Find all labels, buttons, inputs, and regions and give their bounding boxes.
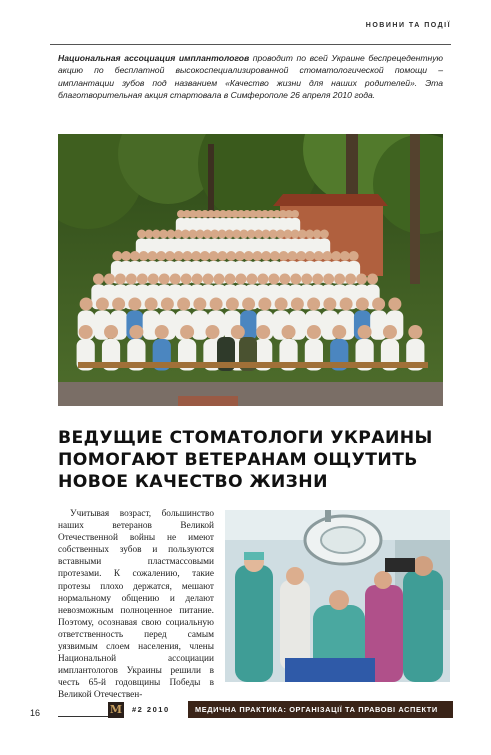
group-photo [58, 134, 443, 406]
group-photo-illustration [58, 134, 443, 406]
body-paragraph: Учитывая возраст, большинство наших ветеранов Великой Отечественной войны не имеют собственных зубов и пользуются вставными пластмассовыми протезами. К сожалению, такие протезы плохо держатся, мешают нормальному общению и делают невозможным полноценное питание. Поэтому, осознавая свою социальную ответственность перед самым уязвимым слоем населения, члены Национальной ассоциации имплантологов Украины решили в честь 65-й годовщины Победы в Великой Отечествен- [58, 509, 214, 701]
headline-line-3: НОВОЕ КАЧЕСТВО ЖИЗНИ [58, 472, 328, 492]
lead-bold: Национальная ассоциация имплантологов [58, 53, 250, 63]
journal-title: МЕДИЧНА ПРАКТИКА: ОРГАНІЗАЦІЇ ТА ПРАВОВІ АСПЕКТИ [195, 705, 438, 714]
surgery-photo-illustration [225, 510, 450, 682]
footer-rule [58, 716, 108, 717]
top-rule [50, 44, 451, 45]
headline [58, 427, 443, 493]
lead-paragraph [58, 52, 443, 102]
page-number: 16 [30, 708, 41, 718]
lead-rest: проводит по всей Украине беспрецедентную акцию по бесплатной высокоспециализированной стоматологической помощи – имплантации зубов под названием «Качество жизни для наших родителей». Эта благотворительная акция стартовала в Симферополе 26 апреля 2010 года. [58, 53, 443, 101]
headline-line-1: ВЕДУЩИЕ СТОМАТОЛОГИ УКРАИНЫ [58, 428, 433, 448]
journal-logo: М [109, 703, 123, 716]
issue-number: #2 2010 [132, 705, 170, 714]
section-label: НОВИНИ ТА ПОДІЇ [365, 22, 451, 29]
headline-line-2: ПОМОГАЮТ ВЕТЕРАНАМ ОЩУТИТЬ [58, 450, 418, 470]
surgery-photo [225, 510, 450, 682]
